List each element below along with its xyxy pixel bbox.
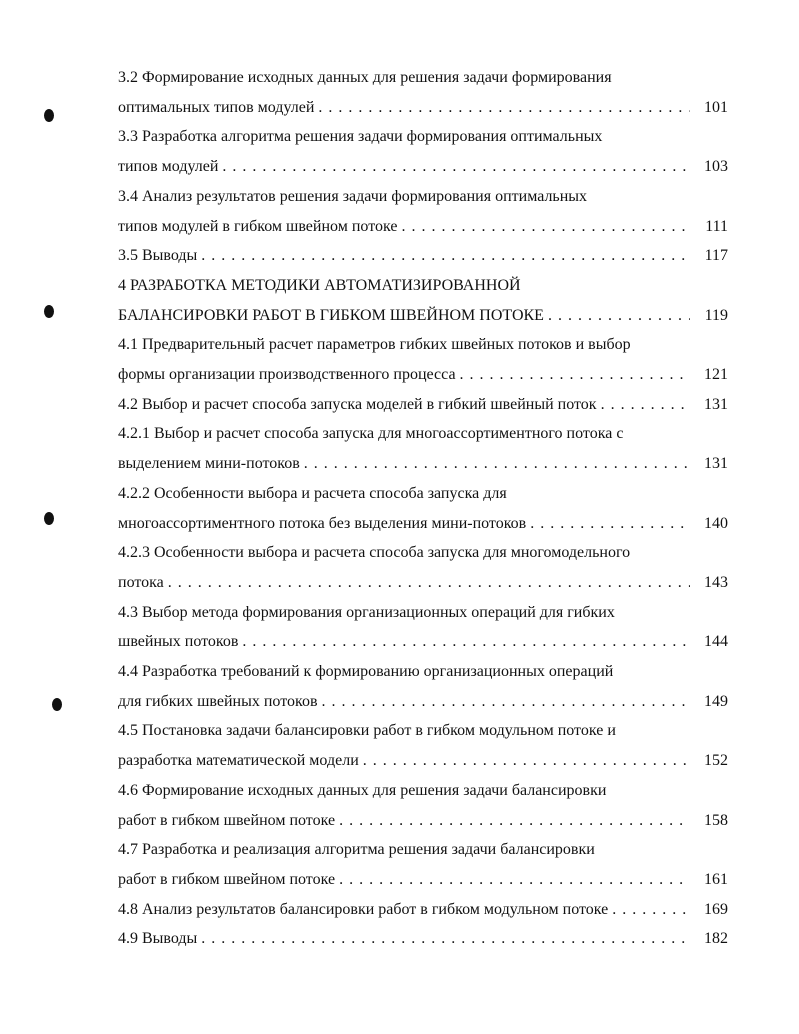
toc-entry	[118, 276, 728, 296]
toc-entry	[118, 424, 728, 444]
dot-leader	[201, 246, 690, 266]
dot-leader	[322, 692, 691, 712]
toc-page-number: 152	[704, 752, 728, 769]
toc-entry	[118, 306, 728, 326]
toc-entry-title: 4.8 Анализ результатов балансировки работ в гибком модульном потоке	[118, 901, 609, 918]
toc-entry	[118, 514, 728, 534]
punch-hole-mark	[52, 698, 62, 711]
toc-entry	[118, 900, 728, 920]
toc-entry	[118, 395, 728, 415]
toc-page-number: 103	[704, 158, 728, 175]
toc-entry-title: 4.2.1 Выбор и расчет способа запуска для многоассортиментного потока с	[118, 425, 624, 442]
dot-leader	[530, 514, 690, 534]
toc-entry	[118, 870, 728, 890]
toc-entry-title: многоассортиментного потока без выделения мини-потоков	[118, 515, 527, 532]
toc-entry-title: БАЛАНСИРОВКИ РАБОТ В ГИБКОМ ШВЕЙНОМ ПОТОКЕ	[118, 307, 544, 324]
toc-entry-title: формы организации производственного процесса	[118, 366, 456, 383]
toc-entry	[118, 454, 728, 474]
dot-leader	[222, 157, 690, 177]
toc-entry-title: типов модулей в гибком швейном потоке	[118, 218, 398, 235]
toc-entry-title: для гибких швейных потоков	[118, 693, 318, 710]
toc-entry	[118, 127, 728, 147]
toc-entry	[118, 662, 728, 682]
toc-page-number: 144	[704, 633, 728, 650]
toc-entry-title: 4.2 Выбор и расчет способа запуска моделей в гибкий швейный поток	[118, 396, 597, 413]
toc-entry	[118, 157, 728, 177]
toc-entry-title: выделением мини-потоков	[118, 455, 300, 472]
toc-entry	[118, 603, 728, 623]
toc-entry	[118, 811, 728, 831]
toc-page-number: 143	[704, 574, 728, 591]
toc-entry-title: 4.4 Разработка требований к формированию организационных операций	[118, 663, 614, 680]
toc-entry	[118, 573, 728, 593]
toc-entry	[118, 484, 728, 504]
toc-entry-title: швейных потоков	[118, 633, 239, 650]
toc-entry	[118, 929, 728, 949]
toc-entry	[118, 751, 728, 771]
toc-entry-title: типов модулей	[118, 158, 219, 175]
toc-entry-title: 4.9 Выводы	[118, 930, 198, 947]
toc-page-number: 140	[704, 515, 728, 532]
dot-leader	[601, 395, 690, 415]
toc-page-number: 161	[704, 871, 728, 888]
toc-page-number: 149	[704, 693, 728, 710]
toc-page-number: 101	[704, 99, 728, 116]
toc-entry-title: потока	[118, 574, 164, 591]
toc-page-number: 131	[704, 455, 728, 472]
dot-leader	[401, 217, 690, 237]
toc-entry-title: работ в гибком швейном потоке	[118, 812, 336, 829]
dot-leader	[339, 870, 690, 890]
toc-entry	[118, 98, 728, 118]
toc-entry-title: разработка математической модели	[118, 752, 359, 769]
dot-leader	[304, 454, 690, 474]
toc-entry	[118, 217, 728, 237]
dot-leader	[363, 751, 690, 771]
dot-leader	[201, 929, 690, 949]
toc-entry-title: 4.2.3 Особенности выбора и расчета способа запуска для многомодельного	[118, 544, 631, 561]
toc-page-number: 158	[704, 812, 728, 829]
dot-leader	[168, 573, 690, 593]
dot-leader	[242, 632, 690, 652]
toc-entry	[118, 68, 728, 88]
toc-entry	[118, 781, 728, 801]
toc-entry	[118, 721, 728, 741]
toc-entry-title: 3.2 Формирование исходных данных для решения задачи формирования	[118, 69, 612, 86]
toc-entry-title: 4.2.2 Особенности выбора и расчета способа запуска для	[118, 485, 507, 502]
toc-entry-title: 4.1 Предварительный расчет параметров гибких швейных потоков и выбор	[118, 336, 631, 353]
toc-page-number: 117	[704, 247, 728, 264]
toc-page-number: 121	[704, 366, 728, 383]
toc-entry	[118, 187, 728, 207]
toc-entry	[118, 692, 728, 712]
toc-entry-title: оптимальных типов модулей	[118, 99, 315, 116]
punch-hole-mark	[44, 512, 54, 525]
toc-entry	[118, 632, 728, 652]
toc-entry-title: 4.6 Формирование исходных данных для решения задачи балансировки	[118, 782, 607, 799]
toc-page-number: 119	[704, 307, 728, 324]
toc-page-number: 111	[705, 218, 728, 235]
toc-entry-title: 3.4 Анализ результатов решения задачи формирования оптимальных	[118, 188, 588, 205]
toc-entry-title: 3.3 Разработка алгоритма решения задачи формирования оптимальных	[118, 128, 603, 145]
toc-entry-title: 4.3 Выбор метода формирования организационных операций для гибких	[118, 604, 615, 621]
toc-entry-title: 4.5 Постановка задачи балансировки работ в гибком модульном потоке и	[118, 722, 616, 739]
toc-entry-title: 4 РАЗРАБОТКА МЕТОДИКИ АВТОМАТИЗИРОВАННОЙ	[118, 277, 521, 294]
toc-entry	[118, 335, 728, 355]
dot-leader	[318, 98, 690, 118]
punch-hole-mark	[44, 305, 54, 318]
toc-entry	[118, 246, 728, 266]
toc-entry-title: 4.7 Разработка и реализация алгоритма решения задачи балансировки	[118, 841, 595, 858]
toc-entry-title: работ в гибком швейном потоке	[118, 871, 336, 888]
toc-entry	[118, 543, 728, 563]
dot-leader	[460, 365, 690, 385]
toc-entry	[118, 365, 728, 385]
dot-leader	[612, 900, 690, 920]
dot-leader	[548, 306, 690, 326]
toc-page-number: 182	[704, 930, 728, 947]
toc-entry-title: 3.5 Выводы	[118, 247, 198, 264]
dot-leader	[339, 811, 690, 831]
punch-hole-mark	[44, 109, 54, 122]
toc-page-number: 169	[704, 901, 728, 918]
toc-page-number: 131	[704, 396, 728, 413]
toc-entry	[118, 840, 728, 860]
